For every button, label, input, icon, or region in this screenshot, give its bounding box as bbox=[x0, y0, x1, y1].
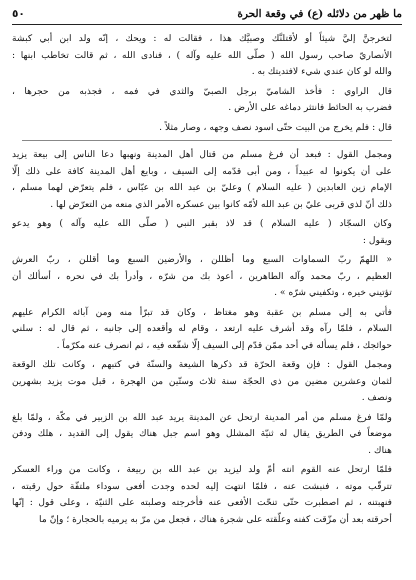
text-line: الأنصاريّ صاحب رسول الله ( صلّى الله عليه وآله ) ، فنادى الله ، ثم قالت تخاطب ابنها : bbox=[12, 49, 392, 61]
text-line: أحرقته بعد أن مزّقت كفنه وعلّقته على شجرة هناك ، فجعل من مرّ به يرميه بالحجارة ؛ وإنّ ما bbox=[39, 513, 392, 525]
text-line: ولمّا فرغ مسلم من أمر المدينة ارتحل عن المدينة يريد عبد الله بن الزبير في مكّة ، ولمّا بلغ bbox=[12, 411, 392, 423]
text-line: تؤتيني خيره ، وتكفيني شرّه » . bbox=[274, 287, 392, 298]
text-line: فأتي به إلى مسلم بن عقبة وهو مغتاظ ، وكان قد تبرّأ منه ومن آبائه الكرام عليهم bbox=[12, 306, 392, 318]
paragraph bbox=[12, 84, 402, 117]
text-line: فضرب به الحائط فانتثر دماغه على الأرض . bbox=[228, 102, 392, 113]
paragraph bbox=[12, 147, 402, 213]
text-line: ومجمل القول : فإن وقعة الحرّة قد ذكرها الشيعة والسنّة في كتبهم ، وكانت تلك الوقعة bbox=[12, 359, 392, 370]
text-line: لثمان وعشرين مضين من ذي الحجّة سنة ثلاث وستّين من الهجرة ، قبل موت يزيد بشهرين bbox=[12, 375, 392, 387]
text-line: فلمّا ارتحل عنه القوم انته أمّ ولد ليزيد بن عبد الله بن ربيعة ، وكانت من وراء العسكر bbox=[12, 464, 392, 475]
paragraph bbox=[12, 462, 402, 528]
text-line: قال : فلم يخرج من البيت حتّى اسود نصف وجهه ، وصار مثلاً . bbox=[159, 121, 392, 133]
page-header bbox=[12, 6, 402, 25]
text-line: ومجمل القول : فبعد أن فرغ مسلم من قتال أهل المدينة ونهبها دعا الناس إلى بيعة يزيد bbox=[12, 149, 392, 160]
text-line: ويقول : bbox=[362, 234, 392, 246]
text-line: لتخرجنَّ إليَّ شيئاً أو لأقتلنَّك وصبيَّك هذا ، فقالت له : ويحك ، إنّه ولد ابن أبي كبشة bbox=[12, 33, 392, 44]
text-line: السلام ، فلمّا رآه وقد أشرف عليه ارتعد ، وقام له وأقعده إلى جانبه ، ثم قال له : سلني bbox=[12, 323, 392, 334]
paragraph bbox=[12, 357, 402, 407]
text-line: تترقّب موته ، فنبشت عنه ، فلمّا انتهت إليه لحده وجدت أفعى سوداء ملتفّة حول رقبته ، bbox=[12, 480, 392, 492]
paragraph bbox=[12, 305, 402, 355]
text-line: الإمام زين العابدين ( عليه السلام ) وعليّ بن عبد الله بن عبّاس ، فلم يتعرّض لهما مسلم ، bbox=[12, 182, 392, 193]
text-line: ذلك أنّ لذي قربى عليّ بن عبد الله لأمّه كانوا بين عسكره الأمر الذي منعه من التعرّض لها . bbox=[50, 198, 392, 210]
paragraph bbox=[12, 216, 402, 249]
text-line: هناك . bbox=[368, 444, 392, 456]
section-divider bbox=[22, 140, 393, 141]
text-line: ونصف . bbox=[361, 392, 392, 403]
paragraph bbox=[12, 31, 402, 81]
text-line: على أن يكونوا له عبيداً ، ومن أبى قدّمه إلى السيف ، وبايع أهل المدينة كافة على ذلك إلّا bbox=[12, 165, 392, 177]
body-text bbox=[12, 31, 402, 528]
text-line: قال الراوي : فأخذ الشاميّ برجل الصبيّ والثدي في فمه ، فجذبه من حجرها ، bbox=[12, 85, 392, 97]
text-line: العظيم ، ربّ محمد وآله الطاهرين ، أعوذ بك من شرّه ، وأدرأ بك في نحره ، أسألك أن bbox=[12, 270, 392, 282]
paragraph bbox=[12, 120, 402, 137]
text-line: وكان السجّاد ( عليه السلام ) قد لاذ بقبر النبي ( صلّى الله عليه وآله ) وهو يدعو bbox=[12, 218, 392, 229]
text-line: حوائجك ، فلم يسأله في أحد ممّن قدّم إلى السيف إلّا شفّعه فيه ، ثم انصرف عنه مكرّماً . bbox=[56, 339, 392, 351]
text-line: موضعاً في الطريق يقال له ثنيّة المشلل وهو اسم جبل هناك يقول إلى القديد ، هلك ودفن bbox=[12, 428, 392, 439]
paragraph bbox=[12, 410, 402, 460]
page-number: ٥٠ bbox=[12, 8, 25, 20]
text-line: فنهبتنه ، ثم اصطبرت حتّى تنحّت الأفعى عنه فأخرجته وصلبته على الثنيّة ، وعلى قول : إنّها bbox=[12, 497, 392, 508]
paragraph bbox=[12, 252, 402, 302]
text-line: « اللهمّ ربّ السماوات السبع وما أظللن ، والأرضين السبع وما أقللن ، ربّ العرش bbox=[12, 254, 392, 265]
running-title: ما ظهر من دلائله (ع) في وقعة الحرة bbox=[237, 8, 402, 20]
text-line: والله لو كان عندي شيء لافتديتك به . bbox=[251, 66, 392, 77]
